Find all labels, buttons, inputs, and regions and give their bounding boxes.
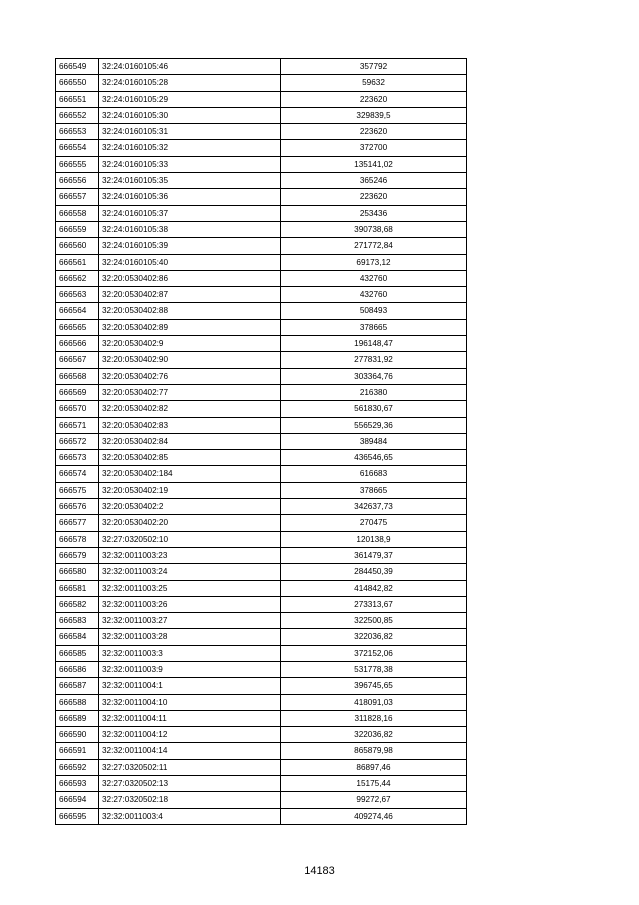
row-id-cell: 666585 bbox=[56, 645, 99, 661]
value-cell: 508493 bbox=[281, 303, 467, 319]
table-row bbox=[56, 270, 467, 286]
row-id-cell: 666583 bbox=[56, 613, 99, 629]
value-cell: 357792 bbox=[281, 59, 467, 75]
row-id-cell: 666564 bbox=[56, 303, 99, 319]
row-id-cell: 666592 bbox=[56, 759, 99, 775]
table-row bbox=[56, 661, 467, 677]
table-row bbox=[56, 91, 467, 107]
value-cell: 616683 bbox=[281, 466, 467, 482]
table-row bbox=[56, 352, 467, 368]
cadastral-number-cell: 32:20:0530402:77 bbox=[99, 384, 281, 400]
table-row bbox=[56, 287, 467, 303]
table-row bbox=[56, 645, 467, 661]
row-id-cell: 666587 bbox=[56, 678, 99, 694]
row-id-cell: 666571 bbox=[56, 417, 99, 433]
value-cell: 865879,98 bbox=[281, 743, 467, 759]
cadastral-number-cell: 32:27:0320502:18 bbox=[99, 792, 281, 808]
value-cell: 396745,65 bbox=[281, 678, 467, 694]
table-row bbox=[56, 205, 467, 221]
value-cell: 271772,84 bbox=[281, 238, 467, 254]
value-cell: 303364,76 bbox=[281, 368, 467, 384]
table-row bbox=[56, 792, 467, 808]
table-row bbox=[56, 189, 467, 205]
table-row bbox=[56, 59, 467, 75]
cadastral-number-cell: 32:24:0160105:32 bbox=[99, 140, 281, 156]
value-cell: 361479,37 bbox=[281, 547, 467, 563]
row-id-cell: 666588 bbox=[56, 694, 99, 710]
value-cell: 277831,92 bbox=[281, 352, 467, 368]
value-cell: 561830,67 bbox=[281, 401, 467, 417]
table-row bbox=[56, 384, 467, 400]
table-row bbox=[56, 580, 467, 596]
table-row bbox=[56, 401, 467, 417]
value-cell: 378665 bbox=[281, 319, 467, 335]
value-cell: 135141,02 bbox=[281, 156, 467, 172]
cadastral-number-cell: 32:20:0530402:82 bbox=[99, 401, 281, 417]
cadastral-number-cell: 32:20:0530402:90 bbox=[99, 352, 281, 368]
row-id-cell: 666558 bbox=[56, 205, 99, 221]
table-row bbox=[56, 75, 467, 91]
cadastral-number-cell: 32:32:0011003:24 bbox=[99, 564, 281, 580]
cadastral-number-cell: 32:24:0160105:40 bbox=[99, 254, 281, 270]
row-id-cell: 666551 bbox=[56, 91, 99, 107]
value-cell: 196148,47 bbox=[281, 336, 467, 352]
value-cell: 223620 bbox=[281, 124, 467, 140]
table-row bbox=[56, 710, 467, 726]
value-cell: 432760 bbox=[281, 287, 467, 303]
value-cell: 389484 bbox=[281, 433, 467, 449]
row-id-cell: 666560 bbox=[56, 238, 99, 254]
row-id-cell: 666570 bbox=[56, 401, 99, 417]
table-row bbox=[56, 319, 467, 335]
row-id-cell: 666579 bbox=[56, 547, 99, 563]
cadastral-number-cell: 32:24:0160105:33 bbox=[99, 156, 281, 172]
cadastral-number-cell: 32:24:0160105:37 bbox=[99, 205, 281, 221]
cadastral-number-cell: 32:20:0530402:85 bbox=[99, 450, 281, 466]
table-row bbox=[56, 596, 467, 612]
table-row bbox=[56, 776, 467, 792]
table-row bbox=[56, 368, 467, 384]
cadastral-number-cell: 32:27:0320502:13 bbox=[99, 776, 281, 792]
row-id-cell: 666565 bbox=[56, 319, 99, 335]
row-id-cell: 666569 bbox=[56, 384, 99, 400]
value-cell: 216380 bbox=[281, 384, 467, 400]
row-id-cell: 666553 bbox=[56, 124, 99, 140]
cadastral-number-cell: 32:20:0530402:88 bbox=[99, 303, 281, 319]
row-id-cell: 666574 bbox=[56, 466, 99, 482]
row-id-cell: 666561 bbox=[56, 254, 99, 270]
value-cell: 329839,5 bbox=[281, 107, 467, 123]
row-id-cell: 666549 bbox=[56, 59, 99, 75]
value-cell: 409274,46 bbox=[281, 808, 467, 824]
row-id-cell: 666575 bbox=[56, 482, 99, 498]
table-row bbox=[56, 515, 467, 531]
cadastral-number-cell: 32:20:0530402:19 bbox=[99, 482, 281, 498]
row-id-cell: 666568 bbox=[56, 368, 99, 384]
row-id-cell: 666580 bbox=[56, 564, 99, 580]
value-cell: 432760 bbox=[281, 270, 467, 286]
value-cell: 556529,36 bbox=[281, 417, 467, 433]
cadastral-number-cell: 32:32:0011003:25 bbox=[99, 580, 281, 596]
cadastral-number-cell: 32:32:0011003:28 bbox=[99, 629, 281, 645]
cadastral-number-cell: 32:32:0011004:12 bbox=[99, 727, 281, 743]
table-row bbox=[56, 482, 467, 498]
row-id-cell: 666578 bbox=[56, 531, 99, 547]
page-number: 14183 bbox=[304, 865, 335, 877]
table-row bbox=[56, 694, 467, 710]
row-id-cell: 666593 bbox=[56, 776, 99, 792]
cadastral-number-cell: 32:24:0160105:38 bbox=[99, 221, 281, 237]
table-row bbox=[56, 678, 467, 694]
table-row bbox=[56, 759, 467, 775]
table-row bbox=[56, 336, 467, 352]
cadastral-number-cell: 32:24:0160105:30 bbox=[99, 107, 281, 123]
cadastral-number-cell: 32:24:0160105:28 bbox=[99, 75, 281, 91]
value-cell: 322036,82 bbox=[281, 727, 467, 743]
cadastral-number-cell: 32:32:0011003:23 bbox=[99, 547, 281, 563]
cadastral-number-cell: 32:24:0160105:39 bbox=[99, 238, 281, 254]
row-id-cell: 666554 bbox=[56, 140, 99, 156]
value-cell: 86897,46 bbox=[281, 759, 467, 775]
row-id-cell: 666595 bbox=[56, 808, 99, 824]
cadastral-number-cell: 32:20:0530402:184 bbox=[99, 466, 281, 482]
table-row bbox=[56, 727, 467, 743]
table-row bbox=[56, 140, 467, 156]
value-cell: 372152,06 bbox=[281, 645, 467, 661]
table-row bbox=[56, 156, 467, 172]
row-id-cell: 666555 bbox=[56, 156, 99, 172]
table-row bbox=[56, 173, 467, 189]
row-id-cell: 666594 bbox=[56, 792, 99, 808]
row-id-cell: 666577 bbox=[56, 515, 99, 531]
cadastral-value-table bbox=[55, 58, 467, 825]
value-cell: 59632 bbox=[281, 75, 467, 91]
cadastral-number-cell: 32:32:0011004:14 bbox=[99, 743, 281, 759]
value-cell: 436546,65 bbox=[281, 450, 467, 466]
row-id-cell: 666559 bbox=[56, 221, 99, 237]
cadastral-number-cell: 32:20:0530402:87 bbox=[99, 287, 281, 303]
value-cell: 223620 bbox=[281, 189, 467, 205]
cadastral-number-cell: 32:20:0530402:20 bbox=[99, 515, 281, 531]
value-cell: 378665 bbox=[281, 482, 467, 498]
table-row bbox=[56, 547, 467, 563]
cadastral-number-cell: 32:20:0530402:86 bbox=[99, 270, 281, 286]
cadastral-number-cell: 32:20:0530402:89 bbox=[99, 319, 281, 335]
cadastral-number-cell: 32:24:0160105:35 bbox=[99, 173, 281, 189]
table-row bbox=[56, 124, 467, 140]
cadastral-number-cell: 32:32:0011003:26 bbox=[99, 596, 281, 612]
value-cell: 253436 bbox=[281, 205, 467, 221]
value-cell: 322500,85 bbox=[281, 613, 467, 629]
row-id-cell: 666576 bbox=[56, 499, 99, 515]
table-row bbox=[56, 564, 467, 580]
cadastral-number-cell: 32:24:0160105:31 bbox=[99, 124, 281, 140]
row-id-cell: 666591 bbox=[56, 743, 99, 759]
row-id-cell: 666550 bbox=[56, 75, 99, 91]
cadastral-number-cell: 32:24:0160105:29 bbox=[99, 91, 281, 107]
value-cell: 418091,03 bbox=[281, 694, 467, 710]
table-row bbox=[56, 499, 467, 515]
row-id-cell: 666572 bbox=[56, 433, 99, 449]
row-id-cell: 666584 bbox=[56, 629, 99, 645]
table-row bbox=[56, 531, 467, 547]
row-id-cell: 666582 bbox=[56, 596, 99, 612]
table-row bbox=[56, 303, 467, 319]
cadastral-number-cell: 32:20:0530402:84 bbox=[99, 433, 281, 449]
row-id-cell: 666590 bbox=[56, 727, 99, 743]
table-row bbox=[56, 254, 467, 270]
table-row bbox=[56, 450, 467, 466]
cadastral-number-cell: 32:24:0160105:36 bbox=[99, 189, 281, 205]
row-id-cell: 666556 bbox=[56, 173, 99, 189]
cadastral-number-cell: 32:27:0320502:11 bbox=[99, 759, 281, 775]
value-cell: 531778,38 bbox=[281, 661, 467, 677]
value-cell: 322036,82 bbox=[281, 629, 467, 645]
value-cell: 414842,82 bbox=[281, 580, 467, 596]
value-cell: 99272,67 bbox=[281, 792, 467, 808]
row-id-cell: 666581 bbox=[56, 580, 99, 596]
cadastral-number-cell: 32:24:0160105:46 bbox=[99, 59, 281, 75]
value-cell: 15175,44 bbox=[281, 776, 467, 792]
row-id-cell: 666567 bbox=[56, 352, 99, 368]
cadastral-number-cell: 32:32:0011003:3 bbox=[99, 645, 281, 661]
table-row bbox=[56, 238, 467, 254]
cadastral-number-cell: 32:20:0530402:83 bbox=[99, 417, 281, 433]
row-id-cell: 666589 bbox=[56, 710, 99, 726]
value-cell: 69173,12 bbox=[281, 254, 467, 270]
value-cell: 270475 bbox=[281, 515, 467, 531]
cadastral-number-cell: 32:20:0530402:2 bbox=[99, 499, 281, 515]
cadastral-number-cell: 32:20:0530402:76 bbox=[99, 368, 281, 384]
cadastral-number-cell: 32:32:0011003:9 bbox=[99, 661, 281, 677]
row-id-cell: 666552 bbox=[56, 107, 99, 123]
cadastral-number-cell: 32:32:0011004:1 bbox=[99, 678, 281, 694]
cadastral-number-cell: 32:20:0530402:9 bbox=[99, 336, 281, 352]
value-cell: 120138,9 bbox=[281, 531, 467, 547]
cadastral-number-cell: 32:32:0011004:10 bbox=[99, 694, 281, 710]
row-id-cell: 666573 bbox=[56, 450, 99, 466]
row-id-cell: 666563 bbox=[56, 287, 99, 303]
value-cell: 342637,73 bbox=[281, 499, 467, 515]
value-cell: 372700 bbox=[281, 140, 467, 156]
table-row bbox=[56, 613, 467, 629]
cadastral-number-cell: 32:27:0320502:10 bbox=[99, 531, 281, 547]
table-row bbox=[56, 466, 467, 482]
table-row bbox=[56, 417, 467, 433]
value-cell: 284450,39 bbox=[281, 564, 467, 580]
cadastral-number-cell: 32:32:0011003:27 bbox=[99, 613, 281, 629]
value-cell: 390738,68 bbox=[281, 221, 467, 237]
table-row bbox=[56, 743, 467, 759]
value-cell: 273313,67 bbox=[281, 596, 467, 612]
table-body bbox=[56, 59, 467, 825]
value-cell: 365246 bbox=[281, 173, 467, 189]
table-row bbox=[56, 107, 467, 123]
row-id-cell: 666586 bbox=[56, 661, 99, 677]
value-cell: 311828,16 bbox=[281, 710, 467, 726]
table-row bbox=[56, 808, 467, 824]
cadastral-number-cell: 32:32:0011003:4 bbox=[99, 808, 281, 824]
table-row bbox=[56, 433, 467, 449]
row-id-cell: 666562 bbox=[56, 270, 99, 286]
value-cell: 223620 bbox=[281, 91, 467, 107]
row-id-cell: 666566 bbox=[56, 336, 99, 352]
table-row bbox=[56, 629, 467, 645]
cadastral-number-cell: 32:32:0011004:11 bbox=[99, 710, 281, 726]
table-row bbox=[56, 221, 467, 237]
row-id-cell: 666557 bbox=[56, 189, 99, 205]
